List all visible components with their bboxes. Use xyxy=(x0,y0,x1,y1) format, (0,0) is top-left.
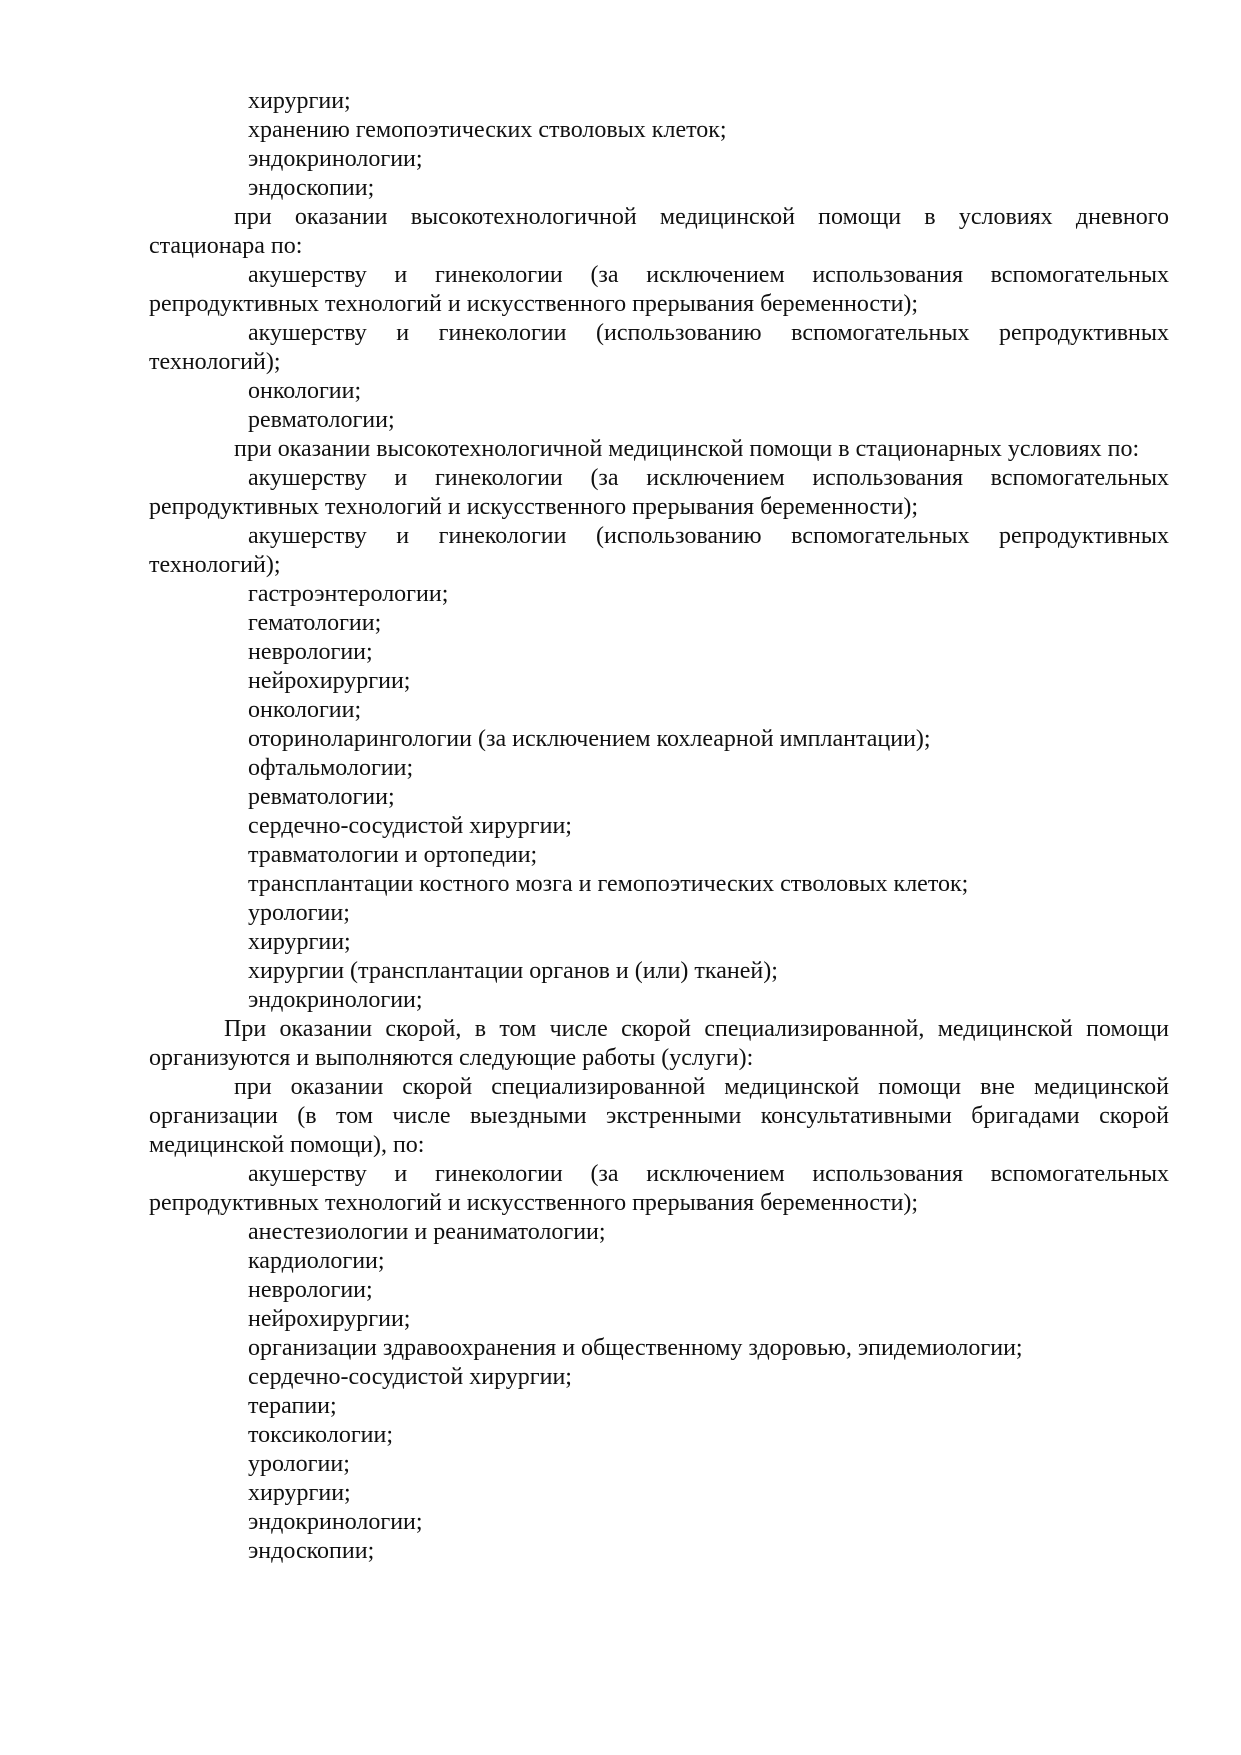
list-item: неврологии; xyxy=(248,639,373,665)
list-item: неврологии; xyxy=(248,1277,373,1303)
list-item: эндокринологии; xyxy=(248,1509,423,1535)
list-item: акушерству и гинекологии (за исключением использования вспомогательных репродуктивных технологий и искусственного прерывания беременности); xyxy=(149,465,1169,520)
list-item: оториноларингологии (за исключением кохлеарной имплантации); xyxy=(248,726,931,752)
list-item: сердечно-сосудистой хирургии; xyxy=(248,1364,572,1390)
list-item: онкологии; xyxy=(248,697,362,723)
list-item: ревматологии; xyxy=(248,407,395,433)
section-paragraph: При оказании скорой, в том числе скорой специализированной, медицинской помощи организуются и выполняются следующие работы (услуги): xyxy=(149,1016,1169,1071)
section-heading: при оказании высокотехнологичной медицинской помощи в стационарных условиях по: xyxy=(234,436,1140,462)
list-item: эндокринологии; xyxy=(248,146,423,172)
list-item: нейрохирургии; xyxy=(248,668,411,694)
list-item: токсикологии; xyxy=(248,1422,394,1448)
list-item: организации здравоохранения и общественному здоровью, эпидемиологии; xyxy=(248,1335,1023,1361)
list-item: сердечно-сосудистой хирургии; xyxy=(248,813,572,839)
list-item: офтальмологии; xyxy=(248,755,414,781)
list-item: акушерству и гинекологии (за исключением использования вспомогательных репродуктивных технологий и искусственного прерывания беременности); xyxy=(149,262,1169,317)
list-item: травматологии и ортопедии; xyxy=(248,842,538,868)
document-body xyxy=(149,87,1169,1566)
list-item: акушерству и гинекологии (за исключением использования вспомогательных репродуктивных технологий и искусственного прерывания беременности); xyxy=(149,1161,1169,1216)
list-item: анестезиологии и реаниматологии; xyxy=(248,1219,606,1245)
list-item: акушерству и гинекологии (использованию вспомогательных репродуктивных технологий); xyxy=(149,523,1169,578)
list-item: урологии; xyxy=(248,900,350,926)
list-item: хирургии; xyxy=(248,1480,351,1506)
list-item: акушерству и гинекологии (использованию вспомогательных репродуктивных технологий); xyxy=(149,320,1169,375)
list-item: эндокринологии; xyxy=(248,987,423,1013)
list-item: трансплантации костного мозга и гемопоэтических стволовых клеток; xyxy=(248,871,969,897)
list-item: хирургии; xyxy=(248,929,351,955)
list-item: кардиологии; xyxy=(248,1248,385,1274)
list-item: урологии; xyxy=(248,1451,350,1477)
list-item: эндоскопии; xyxy=(248,175,375,201)
list-item: нейрохирургии; xyxy=(248,1306,411,1332)
list-item: хирургии; xyxy=(248,88,351,114)
list-item: эндоскопии; xyxy=(248,1538,375,1564)
list-item: онкологии; xyxy=(248,378,362,404)
list-item: гематологии; xyxy=(248,610,382,636)
list-item: хирургии (трансплантации органов и (или) тканей); xyxy=(248,958,778,984)
list-item: ревматологии; xyxy=(248,784,395,810)
section-heading: при оказании скорой специализированной медицинской помощи вне медицинской организации (в том числе выездными экстренными консультативными бригадами скорой медицинской помощи), по: xyxy=(149,1074,1169,1158)
list-item: гастроэнтерологии; xyxy=(248,581,449,607)
list-item: терапии; xyxy=(248,1393,337,1419)
list-item: хранению гемопоэтических стволовых клеток; xyxy=(248,117,727,143)
section-heading: при оказании высокотехнологичной медицинской помощи в условиях дневного стационара по: xyxy=(149,204,1169,259)
